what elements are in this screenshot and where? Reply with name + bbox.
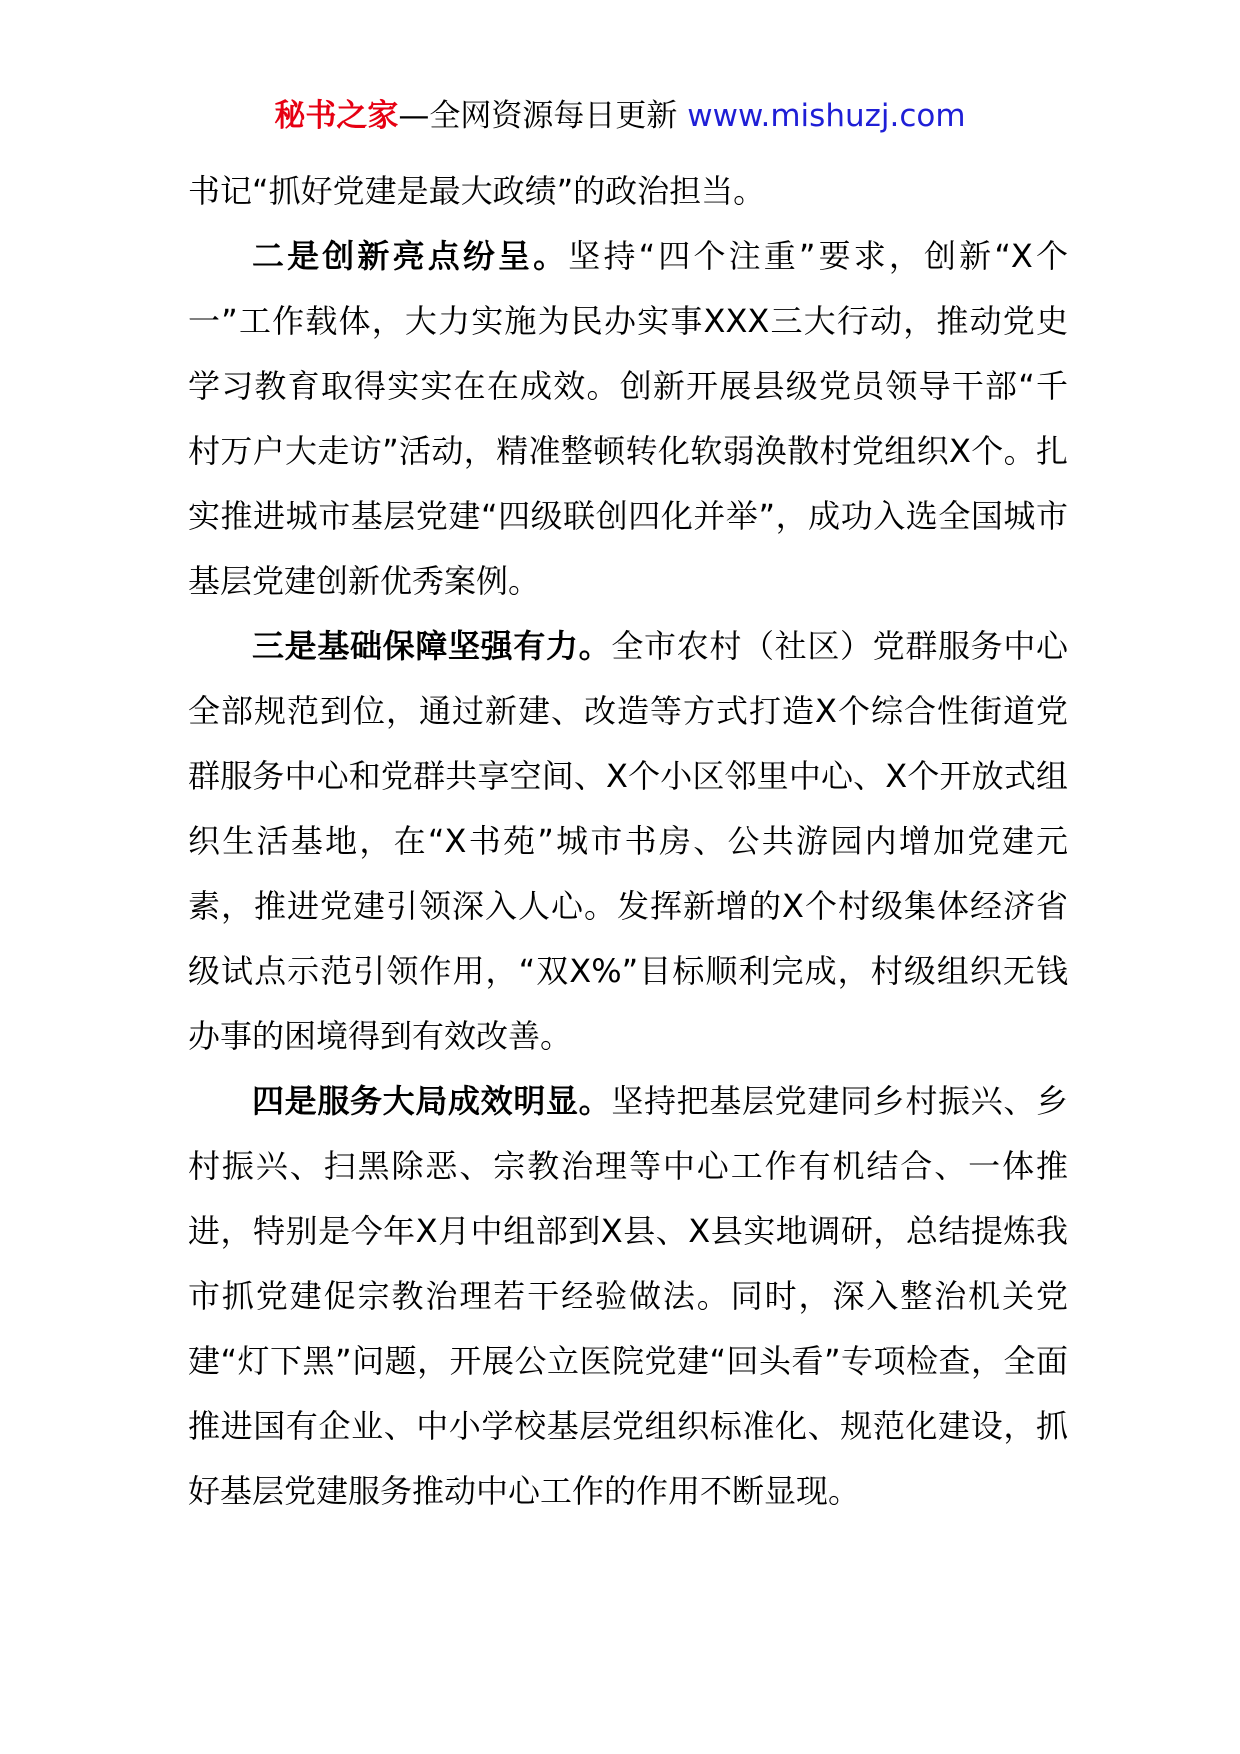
page-header bbox=[0, 96, 1240, 136]
paragraph-service bbox=[188, 1069, 1068, 1524]
document-body bbox=[188, 159, 1068, 1524]
paragraph-body: 坚持“四个注重”要求，创新“X个一”工作载体，大力实施为民办实事XXX三大行动，推动党史学习教育取得实实在在成效。创新开展县级党员领导干部“千村万户大走访”活动，精准整顿转化软弱涣散村党组织X个。扎实推进城市基层党建“四级联创四化并举”，成功入选全国城市基层党建创新优秀案例。 bbox=[188, 237, 1068, 600]
paragraph-body: 全市农村（社区）党群服务中心全部规范到位，通过新建、改造等方式打造X个综合性街道党群服务中心和党群共享空间、X个小区邻里中心、X个开放式组织生活基地，在“X书苑”城市书房、公共游园内增加党建元素，推进党建引领深入人心。发挥新增的X个村级集体经济省级试点示范引领作用，“双X%”目标顺利完成，村级组织无钱办事的困境得到有效改善。 bbox=[188, 627, 1068, 1055]
header-tagline: —全网资源每日更新 bbox=[398, 98, 678, 134]
paragraph-foundation bbox=[188, 614, 1068, 1069]
paragraph-lead: 三是基础保障坚强有力。 bbox=[252, 627, 612, 665]
paragraph-body: 坚持把基层党建同乡村振兴、乡村振兴、扫黑除恶、宗教治理等中心工作有机结合、一体推进，特别是今年X月中组部到X县、X县实地调研，总结提炼我市抓党建促宗教治理若干经验做法。同时，深入整治机关党建“灯下黑”问题，开展公立医院党建“回头看”专项检查，全面推进国有企业、中小学校基层党组织标准化、规范化建设，抓好基层党建服务推动中心工作的作用不断显现。 bbox=[188, 1082, 1068, 1510]
paragraph-innovation bbox=[188, 224, 1068, 614]
site-url-link[interactable]: www.mishuzj.com bbox=[687, 98, 966, 134]
paragraph-continuation bbox=[188, 159, 1068, 224]
paragraph-lead: 四是服务大局成效明显。 bbox=[252, 1082, 612, 1120]
paragraph-body: 书记“抓好党建是最大政绩”的政治担当。 bbox=[188, 172, 766, 210]
paragraph-lead: 二是创新亮点纷呈。 bbox=[252, 237, 569, 275]
brand-name: 秘书之家 bbox=[274, 98, 399, 134]
